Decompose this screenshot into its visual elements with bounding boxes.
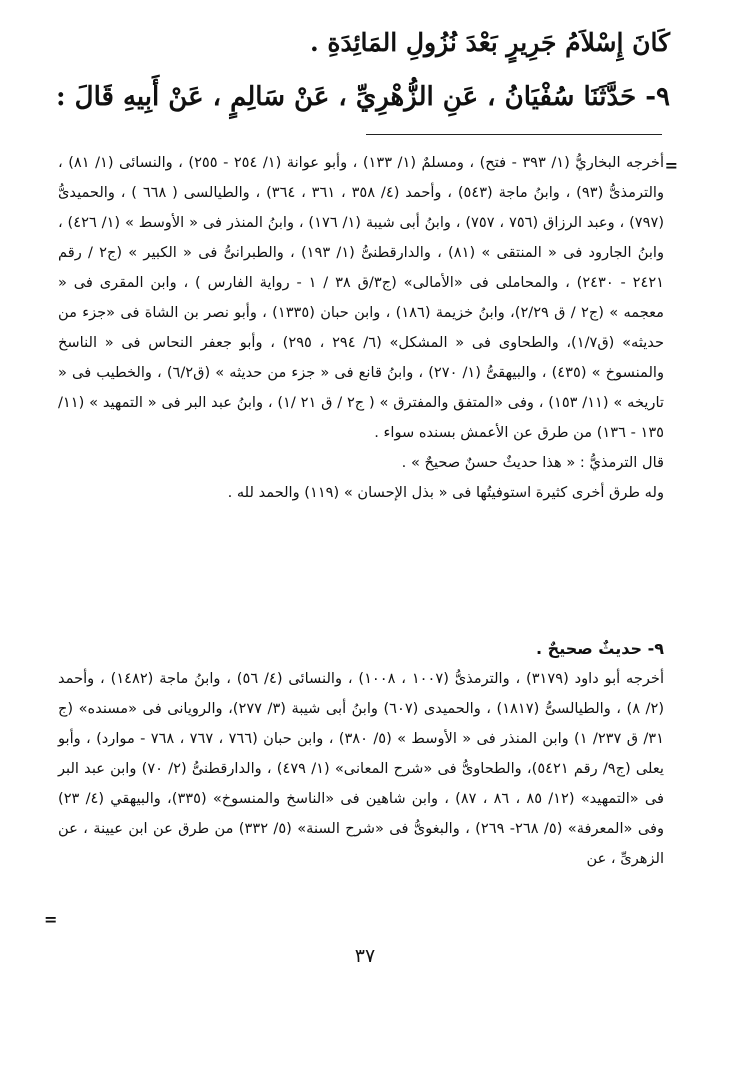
continuation-mark-bottom: =: [44, 910, 58, 929]
page-number: ٣٧: [354, 945, 376, 967]
footnote-9: [58, 634, 664, 874]
footnote-separator-rule: [366, 134, 662, 135]
footnote-8-closing: وله طرق أخرى كثيرة استوفيتُها فى « بذل الإحسان » (١١٩) والحمد لله .: [227, 484, 664, 501]
main-text-hadith-9-chain: ٩- حَدَّثَنَا سُفْيَانُ ، عَنِ الزُّهْرِيِّ ، عَنْ سَالِمٍ ، عَنْ أَبِيهِ قَالَ :: [56, 82, 670, 112]
footnote-8: [58, 148, 664, 508]
main-text-line-1: كَانَ إِسْلاَمُ جَرِيرٍ بَعْدَ نُزُولِ المَائِدَةِ .: [309, 28, 670, 57]
footnote-9-heading: ٩- حديثٌ صحيحٌ .: [536, 639, 664, 658]
footnote-8-tirmidhi-grading: قال الترمذيُّ : « هذا حديثٌ حسنٌ صحيحٌ » .: [401, 454, 664, 471]
footnote-8-takhrij: أخرجه البخاريُّ (١/ ٣٩٣ - فتح) ، ومسلمٌ (١/ ١٣٣) ، وأبو عوانة (١/ ٢٥٤ - ٢٥٥) ، والنسائى (١/ ٨١) ، والترمذىُّ (٩٣) ، وابنُ ماجة (٥٤٣) ، وأحمد (٤/ ٣٥٨ ، ٣٦١ ، ٣٦٤) ، والطيالسى ( ٦٦٨ ) ، والحميدىُّ (٧٩٧) ، وعبد الرزاق (٧٥٦ ، ٧٥٧) ، وابنُ أبى شيبة (١/ ١٧٦) ، وابنُ المنذر فى « الأوسط » (١/ ٤٢٦) ، وابنُ الجارود فى « المنتقى » (٨١) ، والدارقطنىُّ (١/ ١٩٣) ، والطبرانىُّ فى « الكبير » (ج٢ / رقم ٢٤٢١ - ٢٤٣٠) ، والمحاملى فى «الأمالى» (ج٣/ق ٣٨ / ١ - رواية الفارس ) ، وابن المقرى فى « معجمه » (ج٢ / ق ٢/٢٩)، وابنُ خزيمة (١٨٦) ، وابن حبان (١٣٣٥) ، وأبو نصر بن الشاة فى «جزء من حديثه» (ق١/٧)، والطحاوى فى « المشكل» (٦/ ٢٩٤ ، ٢٩٥) ، وأبو جعفر النحاس فى « الناسخ والمنسوخ » (٤٣٥) ، والبيهقىُّ (١/ ٢٧٠) ، وابنُ قانع فى « جزء من حديثه » (ق٦/٢) ، والخطيب فى « تاريخه » (١١/ ١٥٣) ، وفى «المتفق والمفترق » ( ج٢ / ق ٢١ /١) ، وابنُ عبد البر فى « التمهيد » (١١/ ١٣٥ - ١٣٦) من طرق عن الأعمش بسنده سواء .: [58, 154, 665, 441]
footnote-9-takhrij: أخرجه أبو داود (٣١٧٩) ، والترمذىُّ (١٠٠٧ ، ١٠٠٨) ، والنسائى (٤/ ٥٦) ، وابنُ ماجة (١٤٨٢) ، وأحمد (٢/ ٨) ، والطيالسىُّ (١٨١٧) ، والحميدى (٦٠٧) وابنُ أبى شيبة (٣/ ٢٧٧)، والرويانى فى «مسنده» (ج ٣١/ ق ٢٣٧/ ١) وابن المنذر فى « الأوسط » (٥/ ٣٨٠) ، وابن حبان (٧٦٦ ، ٧٦٧ ، ٧٦٨ - موارد) ، وأبو يعلى (ج٩/ رقم ٥٤٢١)، والطحاوىُّ فى «شرح المعانى» (١/ ٤٧٩) ، والدارقطنىُّ (٢/ ٧٠) وابن عبد البر فى «التمهيد» (١٢/ ٨٥ ، ٨٦ ، ٨٧) ، وابن شاهين فى «الناسخ والمنسوخ» (٣٣٥)، والبيهقي (٤/ ٢٣) وفى «المعرفة» (٥/ ٢٦٨- ٢٦٩) ، والبغوىُّ فى «شرح السنة» (٥/ ٣٣٢) من طرق عن ابن عيينة ، عن الزهرىِّ ، عن: [58, 670, 665, 867]
continuation-mark-top: =: [664, 156, 678, 175]
